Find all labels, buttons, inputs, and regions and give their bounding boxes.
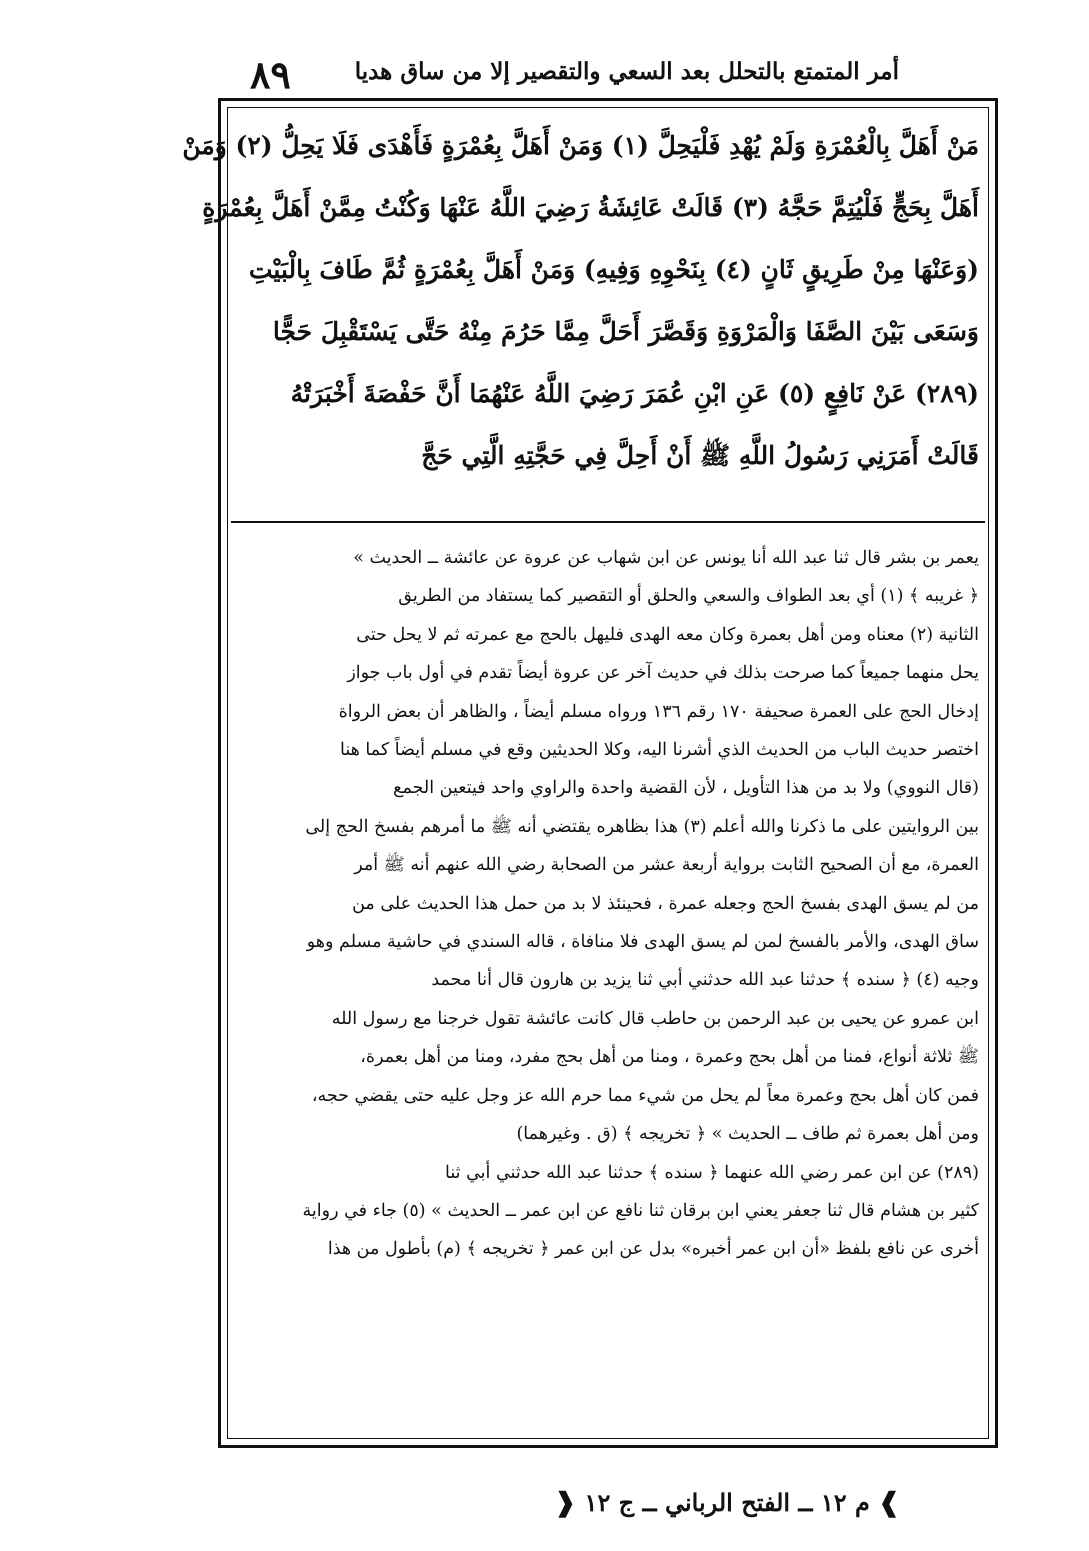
ornament-right-icon: ❱ xyxy=(878,1488,900,1518)
main-line: قَالَتْ أَمَرَنِي رَسُولُ اللَّهِ ﷺ أَنْ أَحِلَّ فِي حَجَّتِهِ الَّتِي حَجَّ xyxy=(421,441,979,470)
commentary-line: وجيه (٤) ﴿ سنده ﴾ حدثنا عبد الله حدثني أبي ثنا يزيد بن هارون قال أنا محمد xyxy=(431,970,979,991)
main-line: وَسَعَى بَيْنَ الصَّفَا وَالْمَرْوَةِ وَقَصَّرَ أَحَلَّ مِمَّا حَرُمَ مِنْهُ حَتَّى يَسْتَقْبِلَ حَجًّا xyxy=(272,317,979,346)
commentary-line: ساق الهدى، والأمر بالفسخ لمن لم يسق الهدى فلا منافاة ، قاله السندي في حاشية مسلم وهو xyxy=(306,932,979,953)
commentary-line: (٢٨٩) عن ابن عمر رضي الله عنهما ﴿ سنده ﴾ حدثنا عبد الله حدثني أبي ثنا xyxy=(445,1162,979,1183)
commentary-line: ﷺ ثلاثة أنواع، فمنا من أهل بحج وعمرة ، ومنا من أهل بحج مفرد، ومنا من أهل بعمرة، xyxy=(360,1047,979,1068)
commentary-line: أخرى عن نافع بلفظ «أن ابن عمر أخبره» بدل عن ابن عمر ﴿ تخريجه ﴾ (م) بأطول من هذا xyxy=(327,1239,979,1260)
page-footer xyxy=(554,1488,900,1518)
commentary-line: ﴿ غريبه ﴾ (١) أي بعد الطواف والسعي والحلق أو التقصير كما يستفاد من الطريق xyxy=(398,586,979,607)
commentary-line: بين الروايتين على ما ذكرنا والله أعلم (٣) هذا بظاهره يقتضي أنه ﷺ ما أمرهم بفسخ الحج إلى xyxy=(305,816,979,837)
page-frame xyxy=(182,98,998,1448)
footer-text: م ١٢ ــ الفتح الرباني ــ ج ١٢ xyxy=(584,1488,870,1517)
ornament-left-icon: ❰ xyxy=(554,1488,577,1518)
main-line: مَنْ أَهَلَّ بِالْعُمْرَةِ وَلَمْ يُهْدِ فَلْيَحِلَّ (١) وَمَنْ أَهَلَّ بِعُمْرَةٍ فَأَهْدَى فَلَا يَحِلُّ (٢) وَمَنْ xyxy=(182,131,979,160)
commentary-line: اختصر حديث الباب من الحديث الذي أشرنا اليه، وكلا الحديثين وقع في مسلم أيضاً كما هنا xyxy=(340,740,979,761)
commentary-footnotes xyxy=(237,539,979,1439)
commentary-line: يحل منهما جميعاً كما صرحت بذلك في حديث آخر عن عروة أيضاً تقدم في أول باب جواز xyxy=(347,663,979,684)
commentary-line: العمرة، مع أن الصحيح الثابت برواية أربعة عشر من الصحابة رضي الله عنهم أنه ﷺ أمر xyxy=(354,855,979,876)
running-title: أمر المتمتع بالتحلل بعد السعي والتقصير إلا من ساق هديا xyxy=(354,58,899,85)
main-line: أَهَلَّ بِحَجٍّ فَلْيُتِمَّ حَجَّهُ (٣) قَالَتْ عَائِشَةُ رَضِيَ اللَّهُ عَنْهَا وَكُنْتُ مِمَّنْ أَهَلَّ بِعُمْرَةٍ xyxy=(202,193,979,222)
commentary-line: كثير بن هشام قال ثنا جعفر يعني ابن برقان ثنا نافع عن ابن عمر ــ الحديث » (٥) جاء في رواية xyxy=(302,1200,979,1221)
page-number: ٨٩ xyxy=(250,52,291,97)
commentary-line: ومن أهل بعمرة ثم طاف ــ الحديث » ﴿ تخريجه ﴾ (ق . وغيرهما) xyxy=(516,1124,979,1145)
main-hadith-text xyxy=(182,115,979,495)
commentary-line: يعمر بن بشر قال ثنا عبد الله أنا يونس عن ابن شهاب عن عروة عن عائشة ــ الحديث » xyxy=(353,548,979,568)
main-line: (وَعَنْهَا مِنْ طَرِيقٍ ثَانٍ (٤) بِنَحْوِهِ وَفِيهِ) وَمَنْ أَهَلَّ بِعُمْرَةٍ ثُمَّ طَافَ بِالْبَيْتِ xyxy=(248,255,979,284)
section-divider xyxy=(231,521,985,523)
main-line: (٢٨٩) عَنْ نَافِعٍ (٥) عَنِ ابْنِ عُمَرَ رَضِيَ اللَّهُ عَنْهُمَا أَنَّ حَفْصَةَ أَخْبَرَتْهُ xyxy=(290,379,979,408)
commentary-line: من لم يسق الهدى بفسخ الحج وجعله عمرة ، فحينئذ لا بد من حمل هذا الحديث على من xyxy=(352,893,979,914)
commentary-line: إدخال الحج على العمرة صحيفة ١٧٠ رقم ١٣٦ ورواه مسلم أيضاً ، والظاهر أن بعض الرواة xyxy=(338,701,979,722)
commentary-line: ابن عمرو عن يحيى بن عبد الرحمن بن حاطب قال كانت عائشة تقول خرجنا مع رسول الله xyxy=(331,1008,979,1029)
commentary-line: (قال النووي) ولا بد من هذا التأويل ، لأن القضية واحدة والراوي واحد فيتعين الجمع xyxy=(393,778,979,799)
commentary-line: الثانية (٢) معناه ومن أهل بعمرة وكان معه الهدى فليهل بالحج مع عمرته ثم لا يحل حتى xyxy=(356,624,979,645)
commentary-line: فمن كان أهل بحج وعمرة معاً لم يحل من شيء مما حرم الله عز وجل عليه حتى يقضي حجه، xyxy=(311,1085,979,1106)
